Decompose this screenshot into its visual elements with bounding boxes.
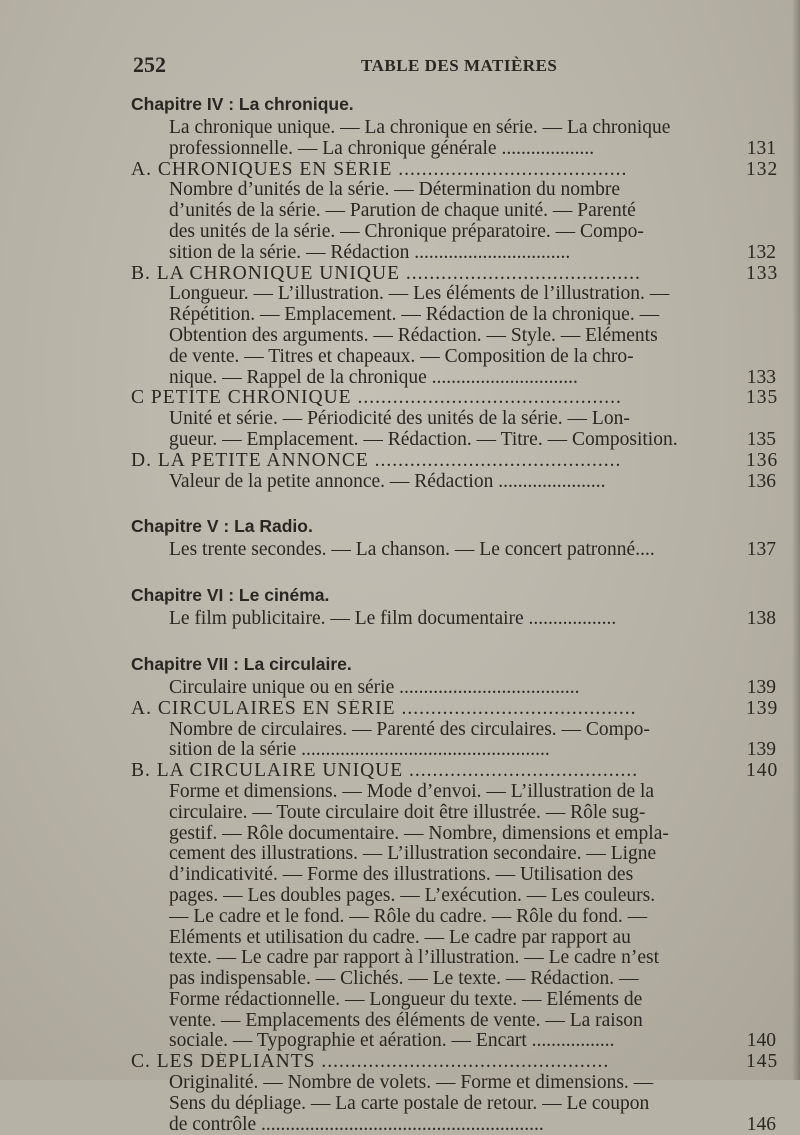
toc-entry-text: B. LA CIRCULAIRE UNIQUE .......................................	[131, 761, 639, 782]
toc-page-number: 131	[746, 137, 776, 159]
toc-entry	[131, 368, 776, 389]
toc-entry-text: circulaire. — Toute circulaire doit être illustrée. — Rôle sug-	[169, 802, 646, 823]
toc-entry-text: de vente. — Titres et chapeaux. — Composition de la chro-	[169, 346, 634, 367]
toc-page-number: 145	[746, 1051, 779, 1073]
toc-entry-text: — Le cadre et le fond. — Rôle du cadre. — Rôle du fond. —	[169, 906, 648, 927]
chapter-heading: Chapitre V : La Radio.	[131, 516, 313, 537]
toc-entry-text: Nombre d’unités de la série. — Détermination du nombre	[169, 180, 621, 201]
running-title: TABLE DES MATIÈRES	[361, 56, 558, 75]
toc-entry	[131, 678, 776, 699]
toc-page-number: 136	[746, 470, 776, 492]
toc-page-number: 146	[746, 1113, 776, 1135]
toc-page-number: 139	[746, 676, 776, 698]
toc-entry	[131, 740, 776, 761]
toc-page-number: 132	[746, 158, 779, 180]
toc-entry-text: pas indispensable. — Clichés. — Le texte. — Rédaction. —	[169, 969, 639, 990]
toc-page-number: 135	[746, 428, 776, 450]
toc-entry	[131, 1094, 776, 1115]
toc-entry-text: d’indicativité. — Forme des illustrations. — Utilisation des	[169, 865, 634, 886]
toc-page-number: 137	[746, 539, 776, 561]
toc-page-number: 140	[746, 760, 779, 782]
toc-entry-text: Eléments et utilisation du cadre. — Le cadre par rapport au	[169, 927, 631, 948]
toc-entry	[131, 243, 776, 264]
toc-page-number: 140	[746, 1030, 776, 1052]
toc-page-number: 133	[746, 262, 779, 284]
page-number: 252	[133, 52, 166, 77]
chapter-heading: Chapitre VII : La circulaire.	[131, 653, 352, 674]
toc-section-entry	[131, 449, 779, 472]
toc-entry-text: Répétition. — Emplacement. — Rédaction de la chronique. —	[169, 305, 660, 326]
toc-entry-text: Le film publicitaire. — Le film documentaire ..................	[169, 609, 617, 630]
toc-section-entry	[131, 387, 779, 409]
toc-entry	[131, 1115, 776, 1135]
toc-entry-text: professionnelle. — La chronique générale ...................	[169, 138, 595, 159]
toc-entry-text: texte. — Le cadre par rapport à l’illustration. — Le cadre n’est	[169, 948, 659, 969]
toc-entry-text: pages. — Les doubles pages. — L’exécution. — Les couleurs.	[169, 885, 656, 906]
toc-entry	[131, 326, 776, 347]
toc-entry	[131, 139, 776, 160]
toc-entry-text: Les trente secondes. — La chanson. — Le concert patronné....	[169, 540, 655, 561]
toc-entry-text: gueur. — Emplacement. — Rédaction. — Titre. — Composition.	[169, 429, 678, 450]
toc-entry	[131, 1073, 776, 1094]
toc-entry-text: Valeur de la petite annonce. — Rédaction ......................	[169, 471, 606, 492]
toc-entry	[131, 907, 776, 928]
chapter-section	[131, 514, 776, 561]
toc-entry	[131, 782, 776, 803]
toc-entry	[131, 886, 776, 907]
toc-section-entry	[131, 262, 779, 285]
toc-entry	[131, 1011, 776, 1032]
toc-entry	[131, 472, 776, 493]
toc-entry-text: des unités de la série. — Chronique préparatoire. — Compo-	[169, 221, 644, 242]
toc-entry-text: Sens du dépliage. — La carte postale de retour. — Le coupon	[169, 1093, 650, 1114]
toc-section-entry	[131, 158, 779, 181]
toc-section-entry	[131, 697, 779, 720]
toc-entry-text: sition de la série ...................................................	[169, 740, 550, 761]
toc-entry	[131, 222, 776, 243]
toc-entry-text: Obtention des arguments. — Rédaction. — Style. — Eléments	[169, 325, 658, 346]
toc-entry-text: A. CIRCULAIRES EN SÉRIE ........................................	[131, 698, 637, 719]
toc-entry	[131, 540, 776, 561]
toc-entry-text: Unité et série. — Périodicité des unités de la série. — Lon-	[169, 409, 630, 430]
toc-entry	[131, 720, 776, 741]
toc-entry	[131, 118, 776, 139]
toc-entry	[131, 180, 776, 201]
toc-entry-text: C. LES DÉPLIANTS .................................................	[131, 1052, 610, 1073]
toc-entry	[131, 409, 776, 430]
toc-entry	[131, 201, 776, 222]
toc-page-number: 133	[746, 366, 776, 388]
toc-page-number: 135	[746, 387, 779, 409]
toc-entry-text: A. CHRONIQUES EN SÉRIE .......................................	[131, 159, 628, 180]
toc-entry	[131, 990, 776, 1011]
toc-page-number: 132	[746, 241, 776, 263]
toc-entry-text: Forme et dimensions. — Mode d’envoi. — L’illustration de la	[169, 781, 655, 802]
toc-entry	[131, 305, 776, 326]
chapter-section	[131, 92, 779, 492]
chapter-section	[131, 583, 776, 630]
toc-entry	[131, 1031, 776, 1052]
chapter-heading: Chapitre VI : Le cinéma.	[131, 585, 330, 606]
toc-entry	[131, 824, 776, 845]
toc-entry-text: de contrôle ..........................................................	[169, 1114, 544, 1135]
toc-entry-text: gestif. — Rôle documentaire. — Nombre, dimensions et empla-	[169, 823, 669, 844]
toc-entry	[131, 928, 776, 949]
toc-entry	[131, 609, 776, 630]
table-of-contents	[131, 92, 779, 1135]
toc-entry-text: Forme rédactionnelle. — Longueur du texte. — Eléments de	[169, 989, 643, 1010]
toc-page-number: 139	[746, 739, 776, 761]
toc-entry-text: d’unités de la série. — Parution de chaque unité. — Parenté	[169, 201, 636, 222]
toc-entry	[131, 969, 776, 990]
toc-page-number: 139	[746, 697, 779, 719]
page-header	[133, 52, 763, 82]
toc-entry	[131, 430, 776, 451]
page-edge-shadow	[792, 0, 800, 1080]
toc-entry-text: La chronique unique. — La chronique en série. — La chronique	[169, 118, 671, 138]
toc-entry	[131, 865, 776, 886]
toc-entry-text: C PETITE CHRONIQUE .............................................	[131, 388, 622, 409]
chapter-heading: Chapitre IV : La chronique.	[131, 94, 354, 114]
toc-entry	[131, 347, 776, 368]
toc-section-entry	[131, 760, 779, 782]
toc-page-number: 136	[746, 449, 779, 471]
toc-entry	[131, 284, 776, 305]
toc-entry-text: B. LA CHRONIQUE UNIQUE ........................................	[131, 263, 641, 284]
toc-entry-text: sition de la série. — Rédaction ................................	[169, 242, 571, 263]
toc-entry-text: sociale. — Typographie et aération. — Encart .................	[169, 1031, 615, 1052]
toc-entry-text: nique. — Rappel de la chronique ..............................	[169, 367, 578, 388]
chapter-section	[131, 652, 779, 1135]
toc-entry-text: Circulaire unique ou en série .....................................	[169, 677, 580, 698]
toc-entry-text: cement des illustrations. — L’illustration secondaire. — Ligne	[169, 844, 657, 865]
toc-section-entry	[131, 1051, 779, 1073]
toc-entry	[131, 803, 776, 824]
toc-entry-text: vente. — Emplacements des éléments de vente. — La raison	[169, 1010, 643, 1031]
toc-entry-text: Originalité. — Nombre de volets. — Forme et dimensions. —	[169, 1073, 654, 1094]
toc-entry	[131, 948, 776, 969]
toc-entry	[131, 844, 776, 865]
toc-page-number: 138	[746, 608, 776, 630]
toc-entry-text: Longueur. — L’illustration. — Les éléments de l’illustration. —	[169, 284, 670, 305]
toc-entry-text: D. LA PETITE ANNONCE ..........................................	[131, 450, 622, 471]
toc-entry-text: Nombre de circulaires. — Parenté des circulaires. — Compo-	[169, 719, 650, 740]
